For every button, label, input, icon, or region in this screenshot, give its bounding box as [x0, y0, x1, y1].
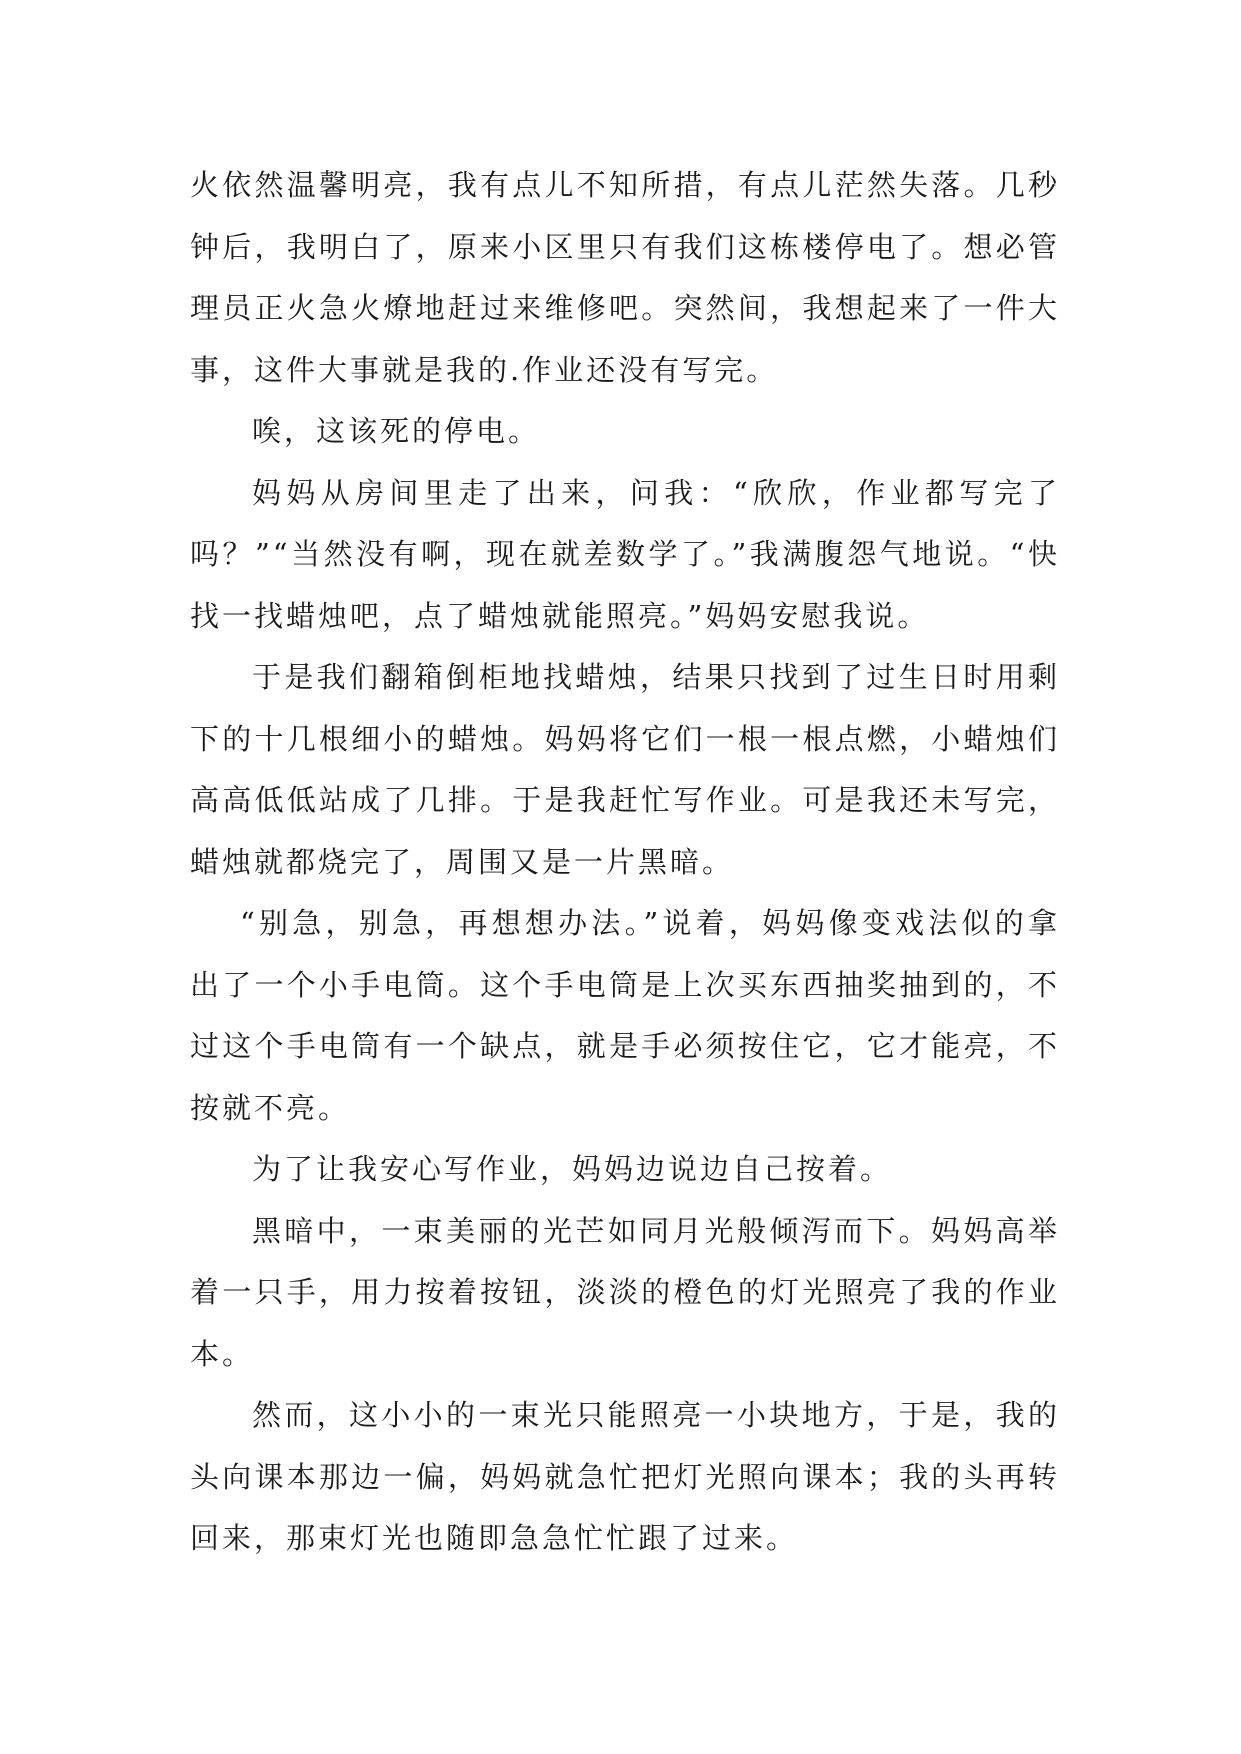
paragraph-7: 黑暗中，一束美丽的光芒如同月光般倾泻而下。妈妈高举着一只手，用力按着按钮，淡淡的橙色的灯光照亮了我的作业本。	[190, 1213, 1060, 1371]
paragraph-2: 唉，这该死的停电。	[252, 414, 541, 448]
paragraph-4: 于是我们翻箱倒柜地找蜡烛，结果只找到了过生日时用剩下的十几根细小的蜡烛。妈妈将它们一根一根点燃，小蜡烛们高高低低站成了几排。于是我赶忙写作业。可是我还未写完，蜡烛就都烧完了，周围又是一片黑暗。	[190, 660, 1060, 879]
document-body	[190, 155, 1060, 1570]
paragraph-6: 为了让我安心写作业，妈妈边说边自己按着。	[252, 1152, 893, 1186]
paragraph-3: 妈妈从房间里走了出来，问我：“欣欣，作业都写完了吗？”“当然没有啊，现在就差数学了。”我满腹怨气地说。“快找一找蜡烛吧，点了蜡烛就能照亮。”妈妈安慰我说。	[190, 475, 1060, 633]
paragraph-8: 然而，这小小的一束光只能照亮一小块地方，于是，我的头向课本那边一偏，妈妈就急忙把灯光照向课本；我的头再转回来，那束灯光也随即急急忙忙跟了过来。	[190, 1398, 1060, 1555]
paragraph-5: “别急，别急，再想想办法。”说着，妈妈像变戏法似的拿出了一个小手电筒。这个手电筒是上次买东西抽奖抽到的，不过这个手电筒有一个缺点，就是手必须按住它，它才能亮，不按就不亮。	[190, 906, 1060, 1125]
paragraph-1: 火依然温馨明亮，我有点儿不知所措，有点儿茫然失落。几秒钟后，我明白了，原来小区里只有我们这栋楼停电了。想必管理员正火急火燎地赶过来维修吧。突然间，我想起来了一件大事，这件大事就是我的.作业还没有写完。	[190, 168, 1060, 387]
